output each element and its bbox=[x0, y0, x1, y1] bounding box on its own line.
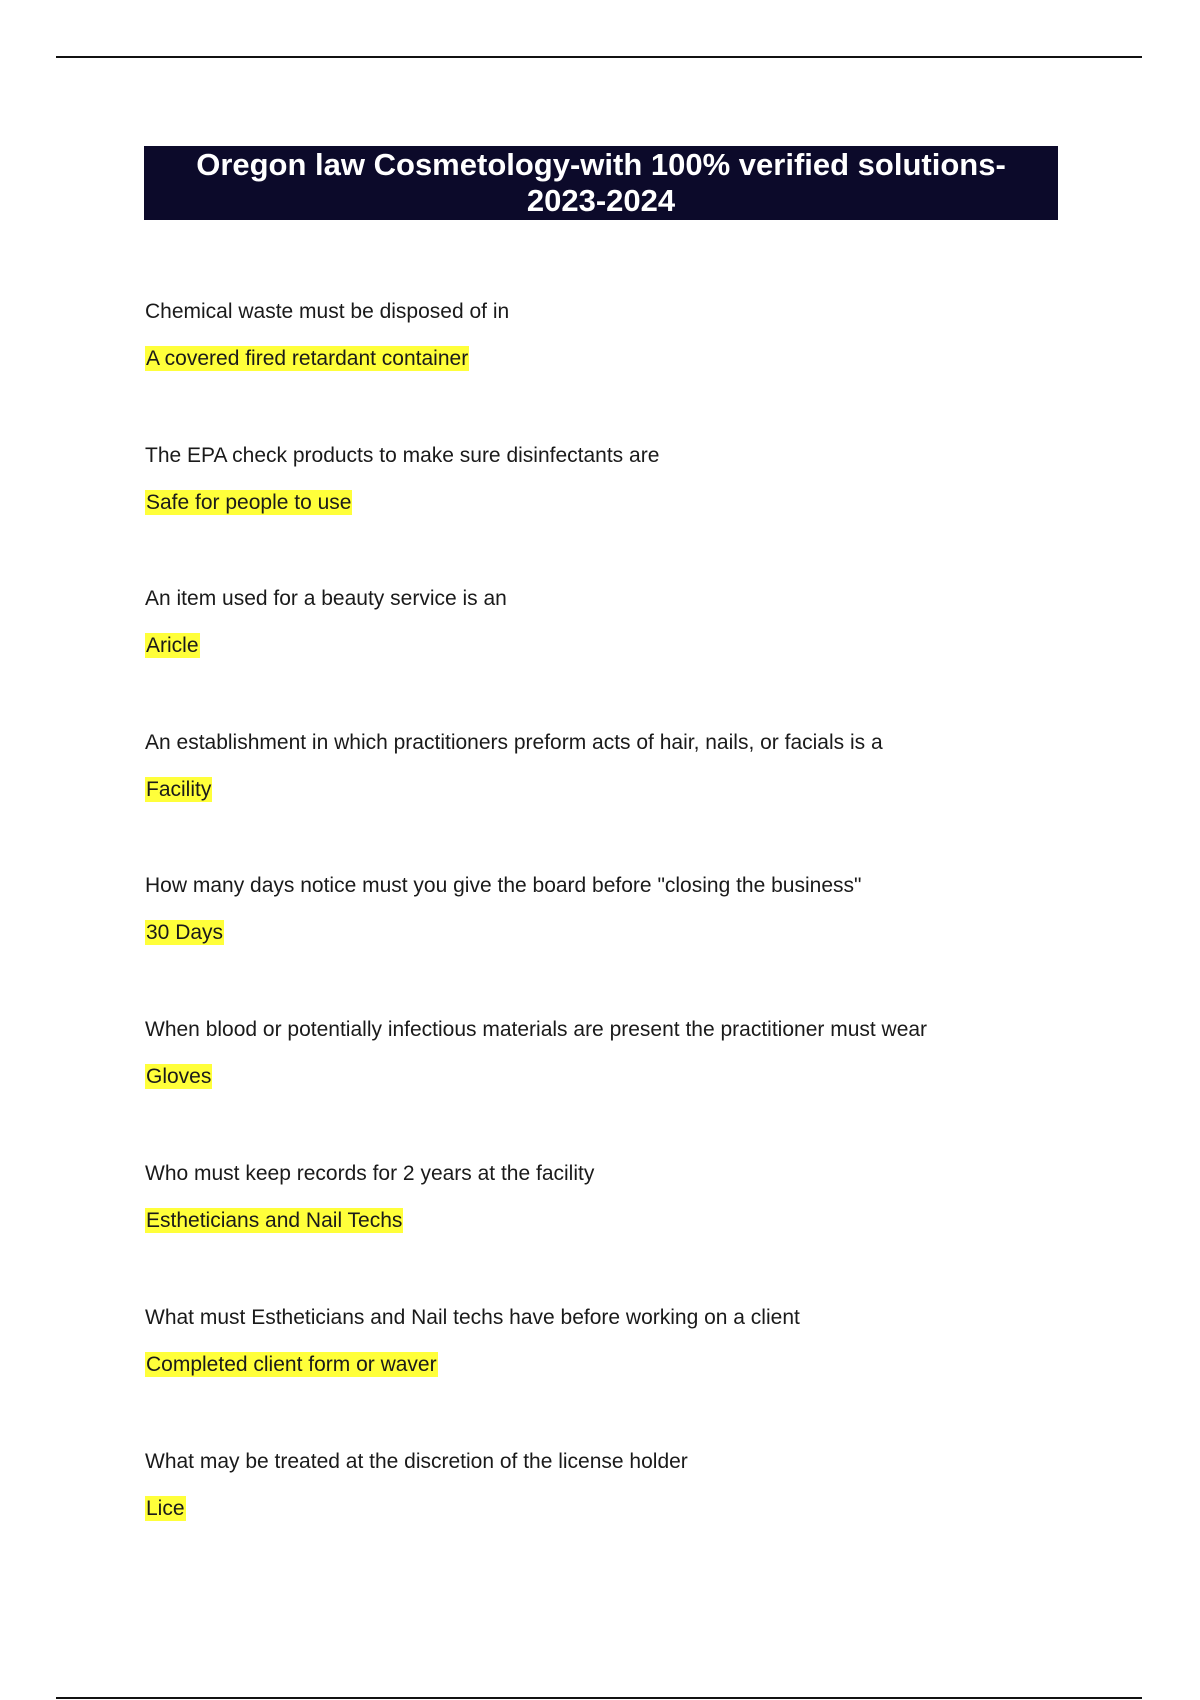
qa-item-7 bbox=[145, 1161, 1105, 1235]
answer-highlight: Completed client form or waver bbox=[146, 1353, 437, 1376]
qa-item-4 bbox=[145, 730, 1105, 804]
question-text: What may be treated at the discretion of the license holder bbox=[145, 1450, 688, 1473]
answer-highlight: A covered fired retardant container bbox=[146, 347, 469, 370]
qa-item-2 bbox=[145, 443, 1105, 517]
qa-item-9 bbox=[145, 1449, 1105, 1523]
answer-highlight: Estheticians and Nail Techs bbox=[146, 1209, 403, 1232]
qa-item-6 bbox=[145, 1017, 1105, 1091]
question-text: How many days notice must you give the board before "closing the business" bbox=[145, 874, 862, 897]
footer-rule bbox=[56, 1697, 1142, 1699]
document-title-line-2: 2023-2024 bbox=[526, 183, 676, 218]
question-text: An establishment in which practitioners preform acts of hair, nails, or facials is a bbox=[145, 731, 883, 754]
answer-highlight: Aricle bbox=[146, 634, 199, 657]
question-text: When blood or potentially infectious materials are present the practitioner must wear bbox=[145, 1018, 928, 1041]
answer-highlight: Gloves bbox=[146, 1065, 212, 1088]
answer-highlight: 30 Days bbox=[146, 921, 224, 944]
question-text: An item used for a beauty service is an bbox=[145, 587, 507, 610]
answer-highlight: Lice bbox=[146, 1497, 185, 1520]
answer-highlight: Safe for people to use bbox=[146, 491, 352, 514]
document-title-banner bbox=[144, 146, 1058, 220]
question-text: Chemical waste must be disposed of in bbox=[145, 300, 510, 323]
answer-highlight: Facility bbox=[146, 778, 212, 801]
qa-item-8 bbox=[145, 1305, 1105, 1379]
question-text: What must Estheticians and Nail techs have before working on a client bbox=[145, 1306, 800, 1329]
document-title-line-1: Oregon law Cosmetology-with 100% verified solutions- bbox=[196, 147, 1006, 182]
question-text: The EPA check products to make sure disinfectants are bbox=[145, 444, 660, 467]
question-text: Who must keep records for 2 years at the facility bbox=[145, 1162, 595, 1185]
qa-item-5 bbox=[145, 873, 1105, 947]
qa-item-1 bbox=[145, 299, 1105, 373]
header-rule bbox=[56, 56, 1142, 58]
qa-item-3 bbox=[145, 586, 1105, 660]
